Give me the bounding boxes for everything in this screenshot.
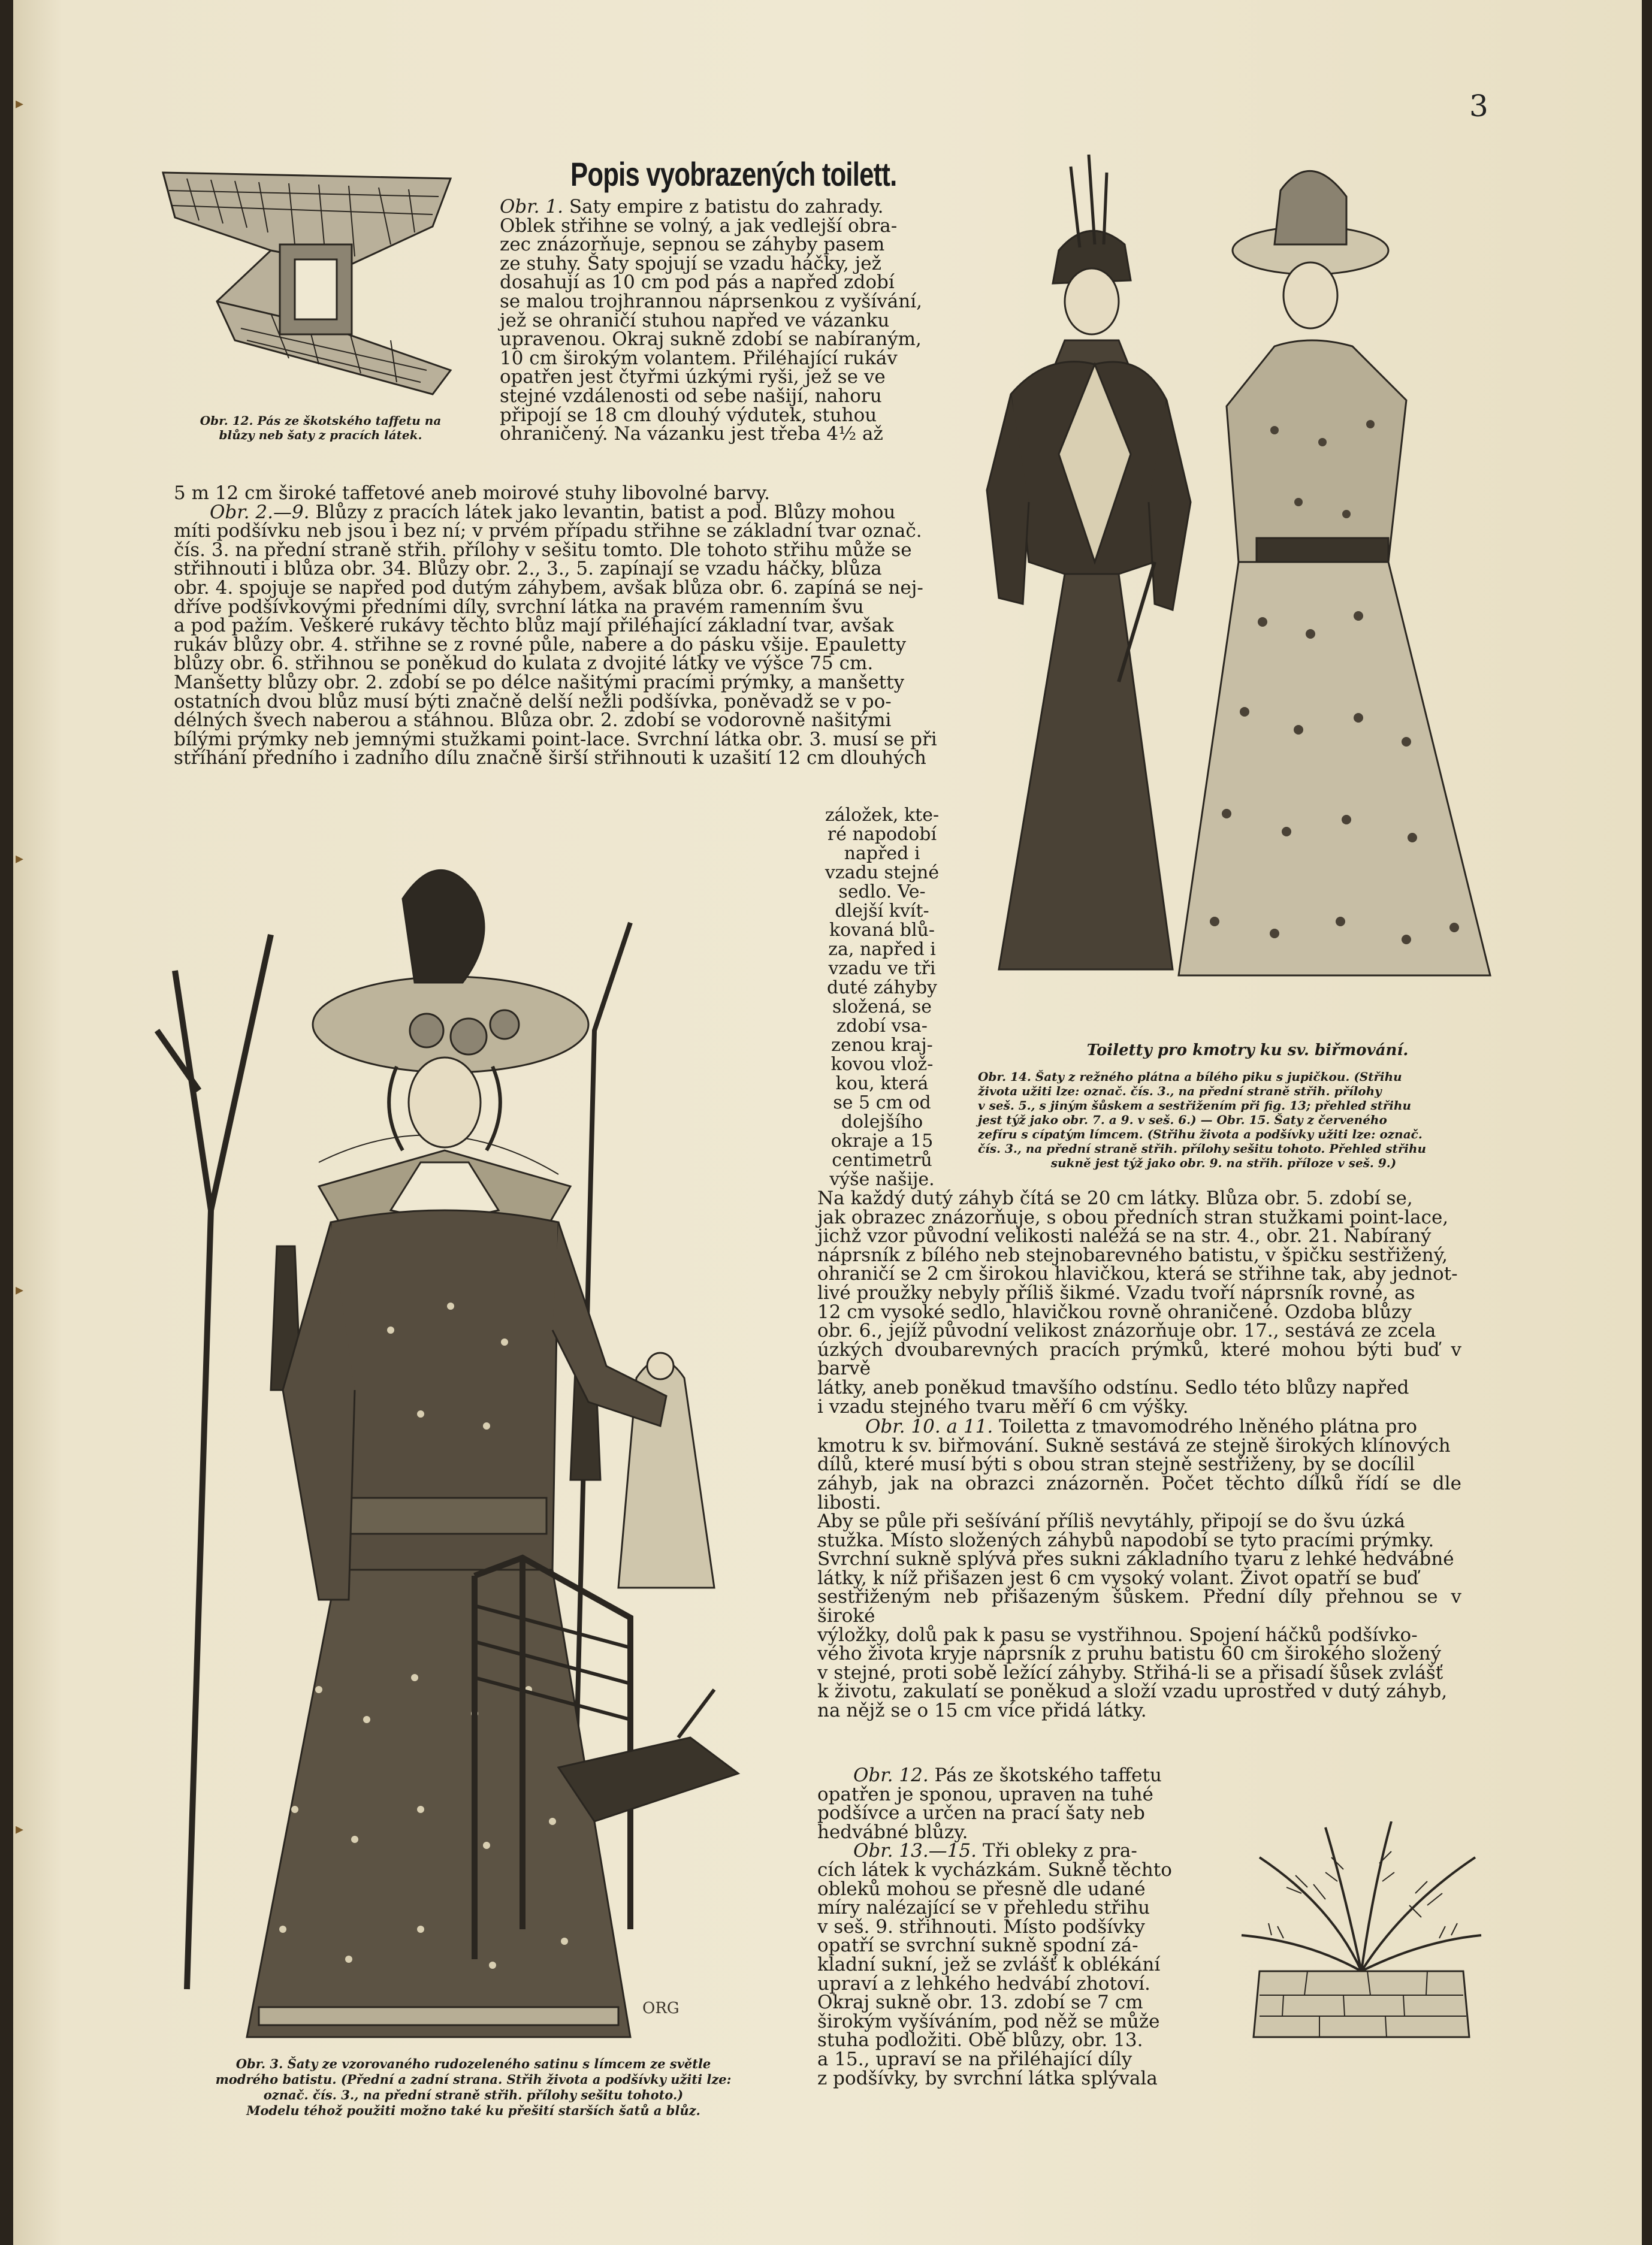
text-line: výložky, dolů pak k pasu se vystřihnou. Spojení háčků podšívko-	[817, 1624, 1418, 1646]
caption-line: jest týž jako obr. 7. a 9. v seš. 6.) — Obr. 15. Šaty z červeného	[978, 1113, 1387, 1127]
text-line: jak obrazec znázorňuje, s obou předních stran stužkami point-lace,	[817, 1206, 1449, 1228]
plaid-belt-illustration	[151, 161, 475, 400]
figure-label: Obr. 2.—9.	[210, 501, 310, 523]
text-line: a pod pažím. Veškeré rukávy těchto blůz mají přiléhající základní tvar, avšak	[174, 615, 894, 637]
text-line: v stejné, proti sobě ležící záhyby. Střihá-li se a přisadí šůsek zvlášť	[817, 1661, 1443, 1684]
figure-label: Obr. 12.	[853, 1764, 929, 1786]
text-line: a 15., upraví se na přiléhající díly	[817, 2048, 1132, 2070]
page-title: Popis vyobrazených toilett.	[570, 155, 897, 193]
text-line: délných švech naberou a stáhnou. Blůza obr. 2. zdobí se vodorovně našitými	[174, 709, 892, 732]
text-line: záložek, kte-	[825, 805, 940, 826]
text-line: Blůzy z pracích látek jako levantin, batist a pod. Blůzy mohou	[315, 501, 896, 523]
text-line: ze stuhy. Šaty spojují se vzadu háčky, jež	[500, 252, 881, 274]
text-line: ohraničí se 2 cm širokou hlavičkou, která se střihne tak, aby jednot-	[817, 1263, 1458, 1285]
caption-line: označ. čís. 3., na přední straně střih. přílohy sešitu tohoto.)	[263, 2087, 684, 2102]
text-line: hedvábné blůzy.	[817, 1821, 968, 1843]
text-line: dílů, které musí býti s obou stran stejně sestřiženy, by se docílil	[817, 1454, 1415, 1476]
blouses-narrow-column	[792, 806, 972, 1189]
text-line: stužka. Místo složených záhybů napodobí se tyto pracími prýmky.	[817, 1529, 1434, 1551]
text-line: v seš. 9. střihnouti. Místo podšívky	[817, 1915, 1145, 1938]
text-line: dříve podšívkovými předními díly, svrchní látka na pravém ramenním švu	[174, 596, 864, 618]
text-line: stuha podložiti. Obě blůzy, obr. 13.	[817, 2029, 1143, 2051]
text-line: střihnouti i blůza obr. 34. Blůzy obr. 2., 3., 5. zapínají se vzadu háčky, blůza	[174, 558, 882, 580]
caption-line: života užiti lze: označ. čís. 3., na přední straně střih. přílohy	[978, 1084, 1382, 1098]
text-line: úzkých dvoubarevných pracích prýmků, které mohou býti buď v barvě	[817, 1338, 1461, 1380]
text-line: Saty empire z batistu do zahrady.	[569, 196, 884, 217]
text-line: duté záhyby	[827, 977, 937, 998]
text-line: ré napodobí	[827, 824, 937, 845]
lady-with-chair-illustration	[139, 851, 798, 2049]
text-line: náprsník z bílého neb stejnobarevného batistu, v špičku sestřižený,	[817, 1244, 1448, 1266]
text-line: látky, k níž přišazen jest 6 cm vysoký volant. Život opatří se buď	[817, 1567, 1419, 1589]
text-line: látky, aneb poněkud tmavšího odstínu. Sedlo této blůzy napřed	[817, 1376, 1409, 1398]
blouses-paragraph	[174, 484, 971, 768]
text-line: míry nalézající se v přehledu střihu	[817, 1897, 1150, 1919]
caption-line: Obr. 3. Šaty ze vzorovaného rudozeleného satinu s límcem ze světle	[235, 2056, 711, 2071]
two-ladies-illustration	[975, 143, 1502, 999]
obr12-13-paragraph	[817, 1766, 1213, 2088]
text-line: za, napřed i	[828, 939, 936, 960]
page-number: 3	[1469, 89, 1488, 123]
text-line: složená, se	[832, 996, 932, 1017]
text-line: Oblek střihne se volný, a jak vedlejší obra-	[500, 214, 898, 237]
binding-mark: ▸	[16, 850, 24, 868]
text-line: sedlo. Ve-	[838, 881, 926, 902]
magazine-page	[13, 0, 1642, 2245]
figure-label: Obr. 1.	[500, 196, 563, 217]
text-line: se 5 cm od	[833, 1092, 931, 1113]
caption-line: sukně jest týž jako obr. 9. na střih. příloze v seš. 9.)	[1050, 1156, 1397, 1170]
binding-mark: ▸	[16, 1281, 24, 1299]
text-line: blůzy obr. 6. střihnou se poněkud do kulata z dvojité látky ve výšce 75 cm.	[174, 652, 874, 675]
text-line: okraje a 15	[830, 1131, 934, 1152]
text-line: opatří se svrchní sukně spodní zá-	[817, 1935, 1138, 1957]
text-line: stejné vzdálenosti od sebe našijí, nahoru	[500, 385, 882, 407]
caption-line: Obr. 12. Pás ze škotského taffetu na	[200, 413, 442, 428]
text-line: jichž vzor původní velikosti naléžá se na str. 4., obr. 21. Nabíraný	[817, 1225, 1431, 1247]
binding-mark: ▸	[16, 1820, 24, 1838]
text-line: 12 cm vysoké sedlo, hlavičkou rovně ohraničené. Ozdoba blůzy	[817, 1301, 1412, 1323]
text-line: 10 cm širokým volantem. Přiléhající rukáv	[500, 347, 898, 369]
text-line: Pás ze škotského taffetu	[934, 1764, 1162, 1786]
text-line: rukáv blůzy obr. 4. střihne se z rovné půle, nabere a do pásku všije. Epauletty	[174, 633, 907, 655]
caption-line: čís. 3., na přední straně střih. přílohy sešitu tohoto. Přehled střihu	[978, 1141, 1427, 1156]
text-line: vzadu stejné	[825, 862, 940, 883]
text-line: kou, která	[835, 1073, 929, 1094]
text-line: širokým vyšíváním, pod něž se může	[817, 2010, 1160, 2032]
text-line: kovou vlož-	[830, 1054, 934, 1075]
text-line: připojí se 18 cm dlouhý výdutek, stuhou	[500, 404, 877, 426]
text-line: napřed i	[844, 843, 920, 864]
binding-mark: ▸	[16, 95, 24, 113]
text-line: dolejšího	[841, 1111, 923, 1132]
caption-line: zefíru s cípatým límcem. (Střihu života a podšívky užiti lze: označ.	[978, 1127, 1423, 1141]
fern-plant-illustration	[1236, 1821, 1487, 2049]
text-line: dosahují as 10 cm pod pás a napřed zdobí	[500, 271, 895, 294]
right-caption	[978, 1069, 1469, 1170]
text-line: kladní sukní, jež se zvlášť k oblékání	[817, 1953, 1161, 1975]
left-caption	[168, 2056, 779, 2119]
text-line: ostatních dvou blůz musí býti značně delší nežli podšívka, poněvadž se v po-	[174, 690, 892, 712]
text-line: 5 m 12 cm široké taffetové aneb moirové stuhy libovolné barvy.	[174, 482, 770, 504]
text-line: Na každý dutý záhyb čítá se 20 cm látky. Blůza obr. 5. zdobí se,	[817, 1188, 1413, 1209]
text-line: Svrchní sukně splývá přes sukni základního tvaru z lehké hedvábné	[817, 1548, 1454, 1570]
text-line: k životu, zakulatí se poněkud a složí vzadu uprostřed v dutý záhyb,	[817, 1681, 1448, 1703]
text-line: Aby se půle při sešívání příliš nevytáhly, připojí se do švu úzká	[817, 1510, 1406, 1533]
text-line: upraví a z lehkého hedvábí zhotoví.	[817, 1972, 1150, 1995]
text-line: upravenou. Okraj sukně zdobí se nabíraným,	[500, 328, 922, 351]
text-line: Manšetty blůzy obr. 2. zdobí se po délce našitými pracími prýmky, a manšetty	[174, 671, 905, 693]
text-line: zec znázorňuje, sepnou se záhyby pasem	[500, 234, 885, 256]
text-line: míti podšívku neb jsou i bez ní; v prvém případu střihne se základní tvar označ.	[174, 520, 922, 542]
caption-line: v seš. 5., s jiným šůskem a sestřižením při fig. 13; přehled střihu	[978, 1098, 1412, 1113]
text-line: vzadu ve tři	[828, 958, 936, 979]
text-line: zdobí vsa-	[836, 1016, 928, 1037]
text-line: vého života kryje náprsník z pruhu batistu 60 cm širokého složený	[817, 1643, 1441, 1665]
text-line: kovaná blů-	[829, 920, 935, 941]
text-line: stříhání předního i zadního dílu značně širší střihnouti k uzašití 12 cm dlouhých	[174, 747, 926, 769]
caption-line: Obr. 14. Šaty z režného plátna a bílého piku s jupičkou. (Střihu	[978, 1069, 1402, 1084]
text-line: čís. 3. na přední straně střih. přílohy v sešitu tomto. Dle tohoto střihu může se	[174, 539, 912, 561]
figure-label: Obr. 10. a 11.	[865, 1416, 993, 1438]
text-line: z podšívky, by svrchní látka splývala	[817, 2067, 1158, 2089]
text-line: záhyb, jak na obrazci znázorněn. Počet těchto dílků řídí se dle libosti.	[817, 1472, 1461, 1513]
text-line: Okraj sukně obr. 13. zdobí se 7 cm	[817, 1992, 1143, 2014]
intro-paragraph	[500, 198, 967, 444]
text-line: i vzadu stejného tvaru měří 6 cm výšky.	[817, 1395, 1189, 1418]
text-line: bílými prýmky neb jemnými stužkami point-lace. Svrchní látka obr. 3. musí se při	[174, 728, 937, 750]
text-line: centimetrů	[832, 1150, 932, 1171]
caption-line: Modelu téhož použiti možno také ku přešití starších šatů a blůz.	[246, 2103, 700, 2118]
text-line: podšívce a určen na prací šaty neb	[817, 1802, 1145, 1824]
text-line: kmotru k sv. biřmování. Sukně sestává ze stejně širokých klínových	[817, 1434, 1451, 1457]
text-line: zenou kraj-	[831, 1035, 933, 1056]
belt-caption	[168, 413, 473, 442]
text-line: obleků mohou se přesně dle udané	[817, 1878, 1146, 1900]
caption-line: blůzy neb šaty z pracích látek.	[219, 428, 422, 442]
text-line: opatřen jest čtyřmi úzkými ryši, jež se ve	[500, 366, 886, 388]
text-line: na nějž se o 15 cm více přidá látky.	[817, 1700, 1147, 1722]
text-line: jež se ohraničí stuhou napřed ve vázanku	[500, 309, 890, 331]
caption-line: modrého batistu. (Přední a zadní strana. Střih života a podšívky užiti lze:	[215, 2072, 732, 2087]
blouses-continued-paragraph	[817, 1189, 1461, 1721]
text-line: sestřiženým neb přišazeným šůskem. Přední díly přehnou se v široké	[817, 1586, 1461, 1627]
right-caption-title: Toiletty pro kmotry ku sv. biřmování.	[1086, 1041, 1409, 1059]
text-line: obr. 4. spojuje se napřed pod dutým záhybem, avšak blůza obr. 6. zapíná se nej-	[174, 576, 923, 599]
text-line: cích látek k vycházkám. Sukně těchto	[817, 1859, 1172, 1881]
text-line: livé proužky nebyly příliš šikmé. Vzadu tvoří náprsník rovné, as	[817, 1282, 1415, 1304]
text-line: se malou trojhrannou náprsenkou z vyšívání,	[500, 290, 922, 312]
figure-label: Obr. 13.—15.	[853, 1840, 977, 1862]
text-line: dlejší kvít-	[835, 901, 929, 921]
svg-text:ORG: ORG	[642, 1999, 679, 2017]
text-line: obr. 6., jejíž původní velikost znázorňuje obr. 17., sestává ze zcela	[817, 1320, 1436, 1342]
text-line: ohraničený. Na vázanku jest třeba 4½ až	[500, 423, 883, 445]
text-line: opatřen je sponou, upraven na tuhé	[817, 1783, 1153, 1805]
text-line: Toiletta z tmavomodrého lněného plátna pro	[999, 1416, 1417, 1438]
text-line: Tři obleky z pra-	[982, 1840, 1137, 1862]
text-line: výše našije.	[829, 1169, 935, 1190]
